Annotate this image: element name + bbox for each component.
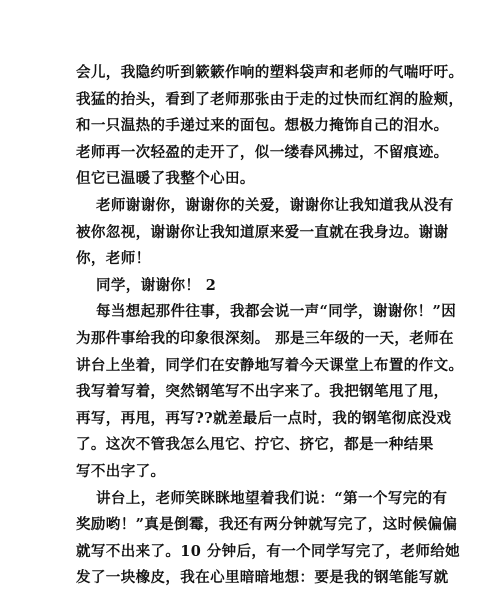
paragraph-first-line: 老师谢谢你，谢谢你的关爱，谢谢你让我知道我从没有	[96, 196, 454, 214]
text-line: 和一只温热的手递过来的面包。想极力掩饰自己的泪水。	[76, 117, 449, 135]
text-line: 为那件事给我的印象很深刻。 那是三年级的一天，老师在	[76, 329, 454, 347]
section-heading: 同学，谢谢你！ 2	[96, 276, 217, 294]
text-line: 再写，再甩，再写??就差最后一点时，我的钢笔彻底没戏	[76, 409, 452, 427]
text-line: 会儿，我隐约听到簌簌作响的塑料袋声和老师的气喘吁吁。	[76, 64, 464, 81]
text-line: 奖励哟！”真是倒霉，我还有两分钟就写完了，这时候偏偏	[76, 516, 458, 534]
text-line: 写不出字了。	[76, 462, 166, 480]
paragraph-first-line: 每当想起那件往事，我都会说一声“同学，谢谢你！”因	[96, 303, 457, 321]
text-line: 老师再一次轻盈的走开了，似一缕春风拂过，不留痕迹。	[76, 143, 449, 161]
document-body	[76, 60, 464, 587]
text-line-cut-off: 发了一块橡皮，我在心里暗暗地想：要是我的钢笔能写就	[76, 569, 449, 587]
text-line: 我写着写着，突然钢笔写不出字来了。我把钢笔甩了甩，	[76, 383, 449, 401]
text-line: 被你忽视，谢谢你让我知道原来爱一直就在我身边。谢谢	[76, 223, 449, 241]
text-line: 你，老师！	[76, 250, 151, 268]
text-line: 我猛的抬头，看到了老师那张由于走的过快而红润的脸颊，	[76, 90, 464, 108]
text-line: 了。这次不管我怎么甩它、拧它、挤它，都是一种结果	[76, 436, 434, 454]
text-line: 但它已温暖了我整个心田。	[76, 170, 255, 188]
paragraph-first-line: 讲台上，老师笑眯眯地望着我们说：“第一个写完的有	[96, 489, 448, 507]
text-line: 讲台上坐着，同学们在安静地写着今天课堂上布置的作文。	[76, 356, 464, 374]
text-line: 就写不出来了。10 分钟后，有一个同学写完了，老师给她	[76, 542, 461, 560]
